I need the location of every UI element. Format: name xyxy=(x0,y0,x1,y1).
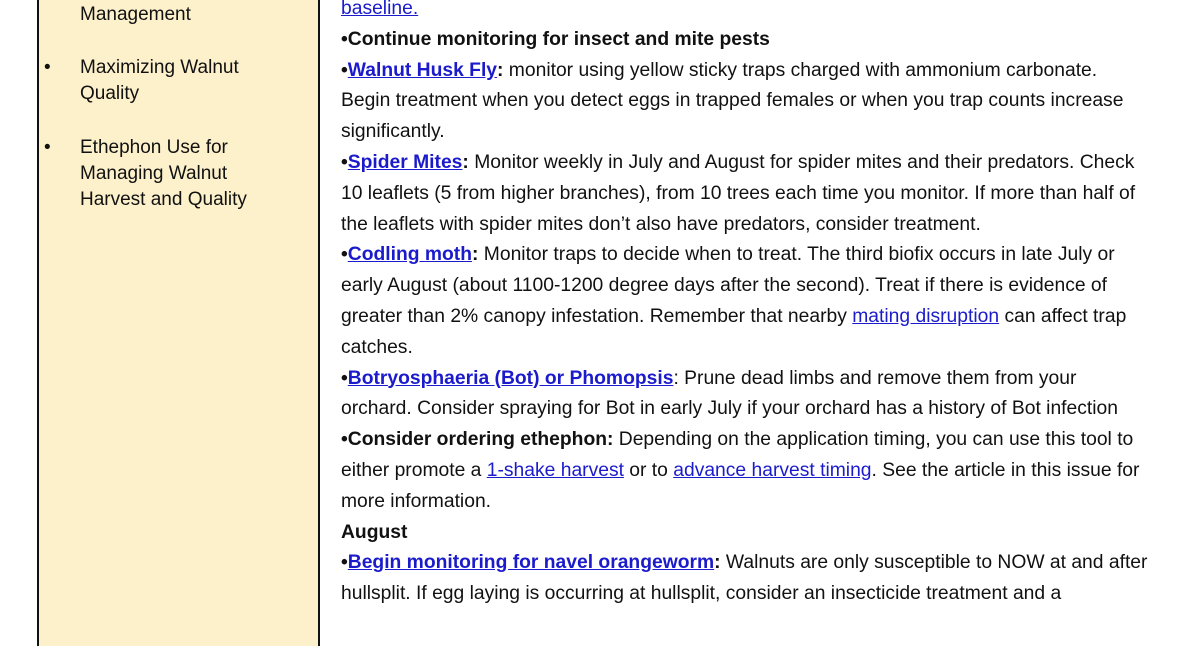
paragraph-navel-orangeworm xyxy=(341,548,1151,610)
paragraph-baseline xyxy=(341,0,1151,25)
bullet-icon: • xyxy=(341,429,348,451)
spider-mites-link[interactable]: Spider Mites xyxy=(347,151,463,173)
spider-mites-text: Monitor weekly in July and August for spider mites and their predators. Check 10 leaflets (5 from higher branches), from 10 trees each time you monitor. If more than half of the leaflets with spider mites don’t also have predators, consider treatment. xyxy=(341,151,1136,235)
paragraph-walnut-husk-fly xyxy=(341,56,1151,148)
botryosphaeria-link[interactable]: Botryosphaeria (Bot) or Phomopsis xyxy=(347,367,674,389)
bullet-icon: • xyxy=(341,28,348,50)
walnut-husk-fly-link[interactable]: Walnut Husk Fly xyxy=(347,59,498,81)
colon: : xyxy=(462,151,469,173)
sidebar-item-label: Maximizing Walnut Quality xyxy=(80,57,239,104)
codling-moth-link[interactable]: Codling moth xyxy=(347,244,472,266)
continue-monitoring-heading: Continue monitoring for insect and mite pests xyxy=(347,28,770,50)
colon: : xyxy=(472,244,479,266)
paragraph-ethephon xyxy=(341,425,1151,517)
paragraph-spider-mites xyxy=(341,148,1151,240)
codling-moth-text-end: can affect trap catches. xyxy=(341,305,1127,358)
paragraph-botryosphaeria xyxy=(341,364,1151,426)
baseline-link[interactable]: baseline. xyxy=(341,0,419,19)
paragraph-codling-moth xyxy=(341,240,1151,363)
bullet-icon: • xyxy=(341,59,348,81)
ethephon-text-end: . See the article in this issue for more information. xyxy=(341,459,1140,512)
ethephon-text-mid: or to xyxy=(623,459,674,481)
august-heading: August xyxy=(341,521,408,543)
ethephon-text: Depending on the application timing, you can use this tool to either promote a xyxy=(341,429,1134,481)
colon: : xyxy=(714,552,721,574)
sidebar-item-label: Ethephon Use for Managing Walnut Harvest and Quality xyxy=(80,137,247,210)
colon: : xyxy=(497,59,504,81)
bullet-icon: • xyxy=(341,151,348,173)
bullet-icon: • xyxy=(341,552,348,574)
sidebar-item-management-fragment[interactable] xyxy=(80,3,191,27)
newsletter-body xyxy=(341,0,1151,610)
ethephon-heading: Consider ordering ethephon: xyxy=(347,429,614,451)
botryosphaeria-text: : Prune dead limbs and remove them from your orchard. Consider spraying for Bot in early July if your orchard has a history of Bot infection xyxy=(341,367,1118,420)
codling-moth-text: Monitor traps to decide when to treat. The third biofix occurs in late July or early August (about 1100-1200 degree days after the second). Treat if there is evidence of greater than 2% canopy infestation. Remember that nearby xyxy=(341,244,1115,327)
mating-disruption-link[interactable]: mating disruption xyxy=(852,305,1000,327)
sidebar-item-label: Management xyxy=(80,4,191,25)
navel-orangeworm-link[interactable]: Begin monitoring for navel orangeworm xyxy=(347,552,715,574)
paragraph-continue-monitoring xyxy=(341,25,1151,56)
walnut-husk-fly-text: monitor using yellow sticky traps charged with ammonium carbonate. Begin treatment when you detect eggs in trapped females or when you trap counts increase significantly. xyxy=(341,59,1124,143)
bullet-icon: • xyxy=(341,244,348,266)
navel-orangeworm-text: Walnuts are only susceptible to NOW at and after hullsplit. If egg laying is occurring at hullsplit, consider an insecticide treatment and a xyxy=(341,552,1148,605)
bullet-icon: • xyxy=(341,367,348,389)
one-shake-harvest-link[interactable]: 1-shake harvest xyxy=(486,459,624,481)
bullet-icon: • xyxy=(44,137,51,158)
bullet-icon: • xyxy=(44,57,51,78)
advance-harvest-timing-link[interactable]: advance harvest timing xyxy=(673,459,872,481)
